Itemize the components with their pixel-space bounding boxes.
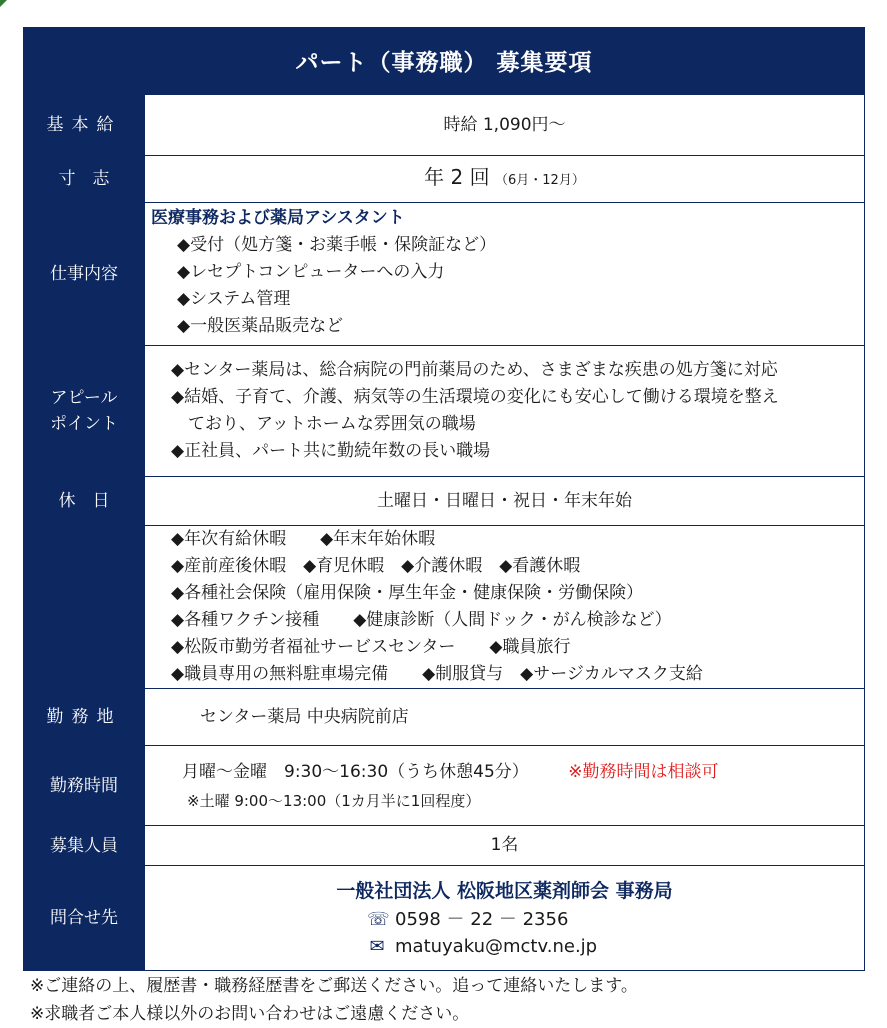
appeal-line: ◆センター薬局は、総合病院の門前薬局のため、さまざまな疾患の処方箋に対応: [171, 360, 778, 380]
hours-label: 勤務時間: [24, 746, 145, 826]
appeal-label: [24, 346, 145, 477]
salary-label: 基本給: [24, 95, 145, 156]
hours-saturday: ※土曜 9:00～13:00（1カ月半に1回程度）: [187, 791, 481, 810]
job-row: [24, 203, 865, 346]
contact-org: 一般社団法人 松阪地区薬剤師会 事務局: [336, 880, 673, 902]
benefit-line: ◆職員専用の無料駐車場完備 ◆制服貸与 ◆サージカルマスク支給: [171, 664, 703, 684]
job-item: ◆受付（処方箋・お薬手帳・保険証など）: [177, 235, 497, 255]
contact-email[interactable]: matuyaku@mctv.ne.jp: [395, 936, 598, 957]
footer-note: ※ご連絡の上、履歴書・職務経歴書をご郵送ください。追って連絡いたします。: [30, 976, 638, 996]
phone-icon: ☏: [367, 909, 390, 930]
salary-row: [24, 95, 865, 156]
footer-note: ※求職者ご本人様以外のお問い合わせはご遠慮ください。: [30, 1004, 470, 1024]
headcount-label: 募集人員: [24, 826, 145, 866]
mail-icon: ✉: [369, 936, 385, 957]
bonus-label: 寸 志: [24, 156, 145, 203]
job-value: [145, 203, 865, 346]
appeal-row: [24, 346, 865, 477]
benefits-label: [24, 526, 145, 689]
benefits-value: [145, 526, 865, 689]
contact-label: 問合せ先: [24, 866, 145, 971]
appeal-line: ◆結婚、子育て、介護、病気等の生活環境の変化にも安心して働ける環境を整え: [171, 387, 779, 407]
benefit-line: ◆松阪市勤労者福祉サービスセンター ◆職員旅行: [171, 637, 571, 657]
bonus-row: [24, 156, 865, 203]
appeal-line: ており、アットホームな雰囲気の職場: [171, 414, 476, 434]
salary-value: 時給 1,090円～: [145, 95, 865, 156]
headcount-row: [24, 826, 865, 866]
appeal-label-line1: アピール: [50, 388, 118, 408]
benefit-line: ◆年次有給休暇 ◆年末年始休暇: [171, 529, 436, 549]
hours-consult-note: ※勤務時間は相談可: [568, 761, 719, 782]
hours-value: [145, 746, 865, 826]
job-label: 仕事内容: [24, 203, 145, 346]
appeal-label-line2: ポイント: [50, 414, 118, 434]
location-row: [24, 689, 865, 746]
headcount-value: 1名: [145, 826, 865, 866]
appeal-line: ◆正社員、パート共に勤続年数の長い職場: [171, 441, 491, 461]
location-value: センター薬局 中央病院前店: [145, 689, 865, 746]
holiday-label: 休 日: [24, 477, 145, 526]
corner-mark: [0, 0, 7, 7]
bonus-count: 年 2 回: [424, 165, 490, 189]
bonus-months: （6月・12月）: [495, 173, 585, 188]
contact-value: [145, 866, 865, 971]
appeal-value: [145, 346, 865, 477]
holiday-row: [24, 477, 865, 526]
benefit-line: ◆各種社会保険（雇用保険・厚生年金・健康保険・労働保険）: [171, 583, 644, 603]
requirements-table: [23, 94, 865, 971]
job-heading: 医療事務および薬局アシスタント: [151, 208, 405, 228]
holiday-value: 土曜日・日曜日・祝日・年末年始: [145, 477, 865, 526]
benefits-row: [24, 526, 865, 689]
contact-phone: 0598 － 22 － 2356: [395, 909, 569, 930]
job-item: ◆一般医薬品販売など: [177, 316, 344, 336]
hours-weekday: 月曜～金曜 9:30～16:30（うち休憩45分）: [182, 761, 529, 782]
contact-row: [24, 866, 865, 971]
job-item: ◆システム管理: [177, 289, 291, 309]
benefit-line: ◆各種ワクチン接種 ◆健康診断（人間ドック・がん検診など）: [171, 610, 672, 630]
footer-notes: [30, 972, 638, 1028]
job-posting-sheet: [23, 27, 865, 971]
hours-row: [24, 746, 865, 826]
job-item: ◆レセプトコンピューターへの入力: [177, 262, 445, 282]
page-title: パート（事務職） 募集要項: [23, 27, 865, 94]
bonus-value: [145, 156, 865, 203]
benefit-line: ◆産前産後休暇 ◆育児休暇 ◆介護休暇 ◆看護休暇: [171, 556, 581, 576]
location-label: 勤務地: [24, 689, 145, 746]
